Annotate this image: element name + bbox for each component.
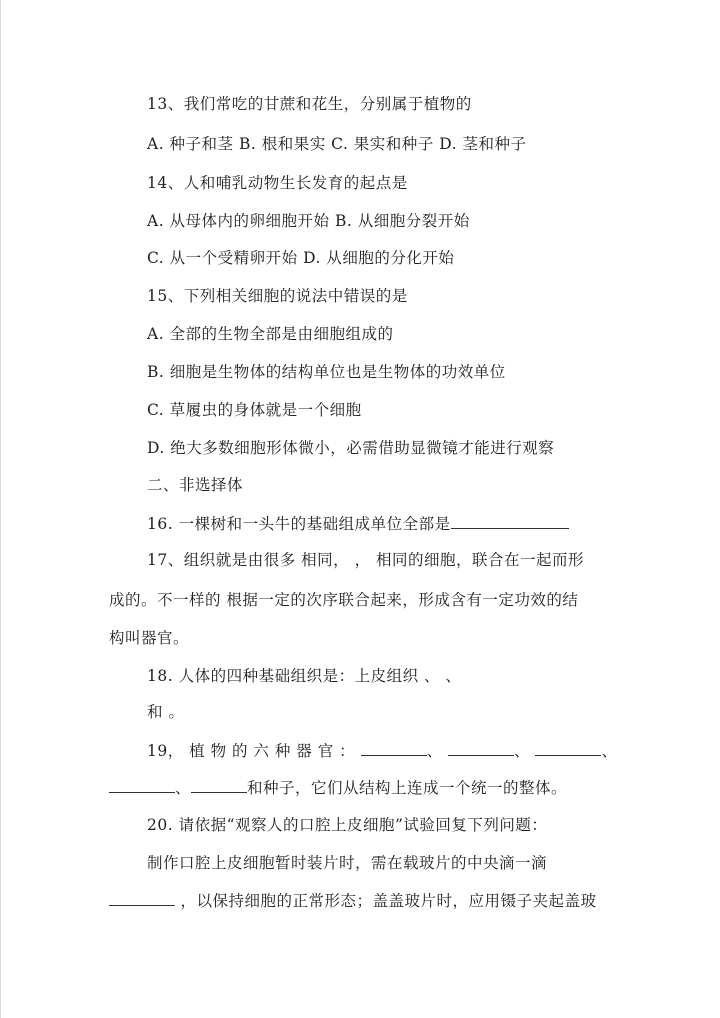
question-14-options-line1: A. 从母体内的卵细胞开始 B. 从细胞分裂开始 — [147, 212, 470, 230]
answer-blank[interactable] — [361, 740, 427, 756]
question-15-stem: 15、下列相关细胞的说法中错误的是 — [147, 287, 408, 305]
question-17-line2: 成的。不一样的 根据一定的次序联合起来，形成含有一定功效的结 — [109, 591, 579, 609]
question-20-line1: 20. 请依据“观察人的口腔上皮细胞”试验回复下列问题： — [147, 816, 548, 834]
question-20-tail: ，以保持细胞的正常形态；盖盖玻片时，应用镊子夹起盖玻 — [180, 892, 597, 910]
question-19-label: 19， 植 物 的 六 种 器 官 ： — [147, 742, 356, 760]
question-17-line1: 17、组织就是由很多 相同， ， 相同的细胞，联合在一起而形 — [147, 551, 585, 569]
question-14-stem: 14、人和哺乳动物生长发育的起点是 — [147, 174, 408, 192]
question-18-line2: 和 。 — [147, 703, 185, 721]
question-18-line1: 18. 人体的四种基础组织是：上皮组织 、 、 — [147, 667, 462, 685]
question-17-line3: 构叫器官。 — [109, 629, 190, 647]
question-16-text: 16. 一棵树和一头牛的基础组成单位全部是 — [147, 515, 451, 533]
section-heading: 二、非选择体 — [147, 476, 244, 494]
question-19-line2 — [109, 777, 567, 798]
separator: 、 — [601, 742, 618, 760]
question-15-option-b: B. 细胞是生物体的结构单位也是生物体的功效单位 — [147, 363, 506, 381]
separator: 、 — [426, 742, 443, 760]
question-20-line2: 制作口腔上皮细胞暂时装片时，需在载玻片的中央滴一滴 — [147, 854, 548, 872]
separator: 、 — [175, 779, 192, 797]
answer-blank[interactable] — [109, 777, 175, 793]
separator: 、 — [514, 742, 531, 760]
question-15-option-a: A. 全部的生物全部是由细胞组成的 — [147, 325, 394, 343]
question-13-stem: 13、我们常吃的甘蔗和花生，分别属于植物的 — [147, 95, 472, 113]
question-13-options: A. 种子和茎 B. 根和果实 C. 果实和种子 D. 茎和种子 — [147, 135, 527, 153]
answer-blank[interactable] — [448, 740, 514, 756]
question-15-option-d: D. 绝大多数细胞形体微小，必需借助显微镜才能进行观察 — [147, 439, 555, 457]
answer-blank[interactable] — [191, 777, 247, 793]
question-16 — [147, 513, 569, 534]
answer-blank[interactable] — [535, 740, 601, 756]
question-15-option-c: C. 草履虫的身体就是一个细胞 — [147, 401, 362, 419]
question-14-options-line2: C. 从一个受精卵开始 D. 从细胞的分化开始 — [147, 249, 455, 267]
answer-blank[interactable] — [109, 890, 175, 906]
question-19-tail: 和种子，它们从结构上连成一个统一的整体。 — [247, 779, 568, 797]
answer-blank[interactable] — [451, 513, 569, 529]
question-20-line3 — [109, 890, 596, 911]
question-19-line1 — [147, 740, 618, 761]
